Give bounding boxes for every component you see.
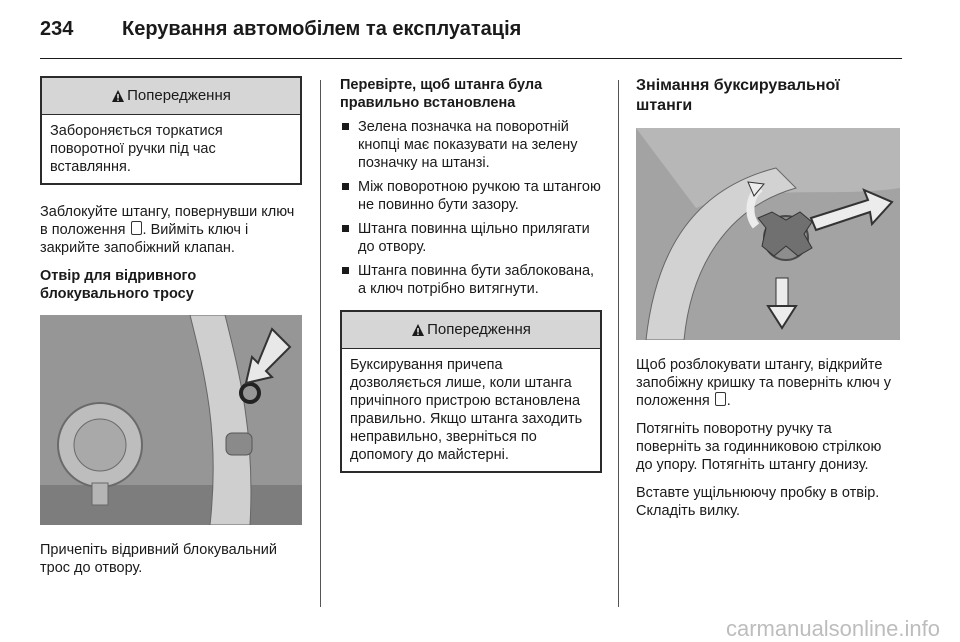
list-item: Штанга повинна щільно прилягати до отвору. (340, 220, 602, 256)
list-item: Штанга повинна бути заблокована, а ключ потрібно витягнути. (340, 262, 602, 298)
warning-text: Забороняється торкатися поворотної ручки під час вставляння. (50, 123, 223, 175)
section-heading: Знімання буксирувальної штанги (636, 77, 840, 114)
column-divider (618, 80, 619, 607)
paragraph: Причепіть відривний блокувальний трос до отвору. (40, 542, 277, 576)
bullet-icon (342, 225, 349, 232)
paragraph: Вставте ущільнюючу пробку в отвір. Складіть вилку. (636, 485, 880, 519)
checklist (340, 118, 602, 298)
key-unlock-position-icon (715, 392, 726, 406)
watermark: carmanualsonline.info (725, 616, 940, 641)
warning-triangle-icon (411, 323, 425, 337)
paragraph: Заблокуйте штангу, повернувши ключ в положення . Вийміть ключ і закрийте запобіжний клапан. (40, 204, 295, 256)
list-item: Між поворотною ручкою та штангою не повинно бути зазору. (340, 178, 602, 214)
warning-header (42, 78, 300, 115)
warning-title: Попередження (127, 87, 231, 104)
bullet-icon (342, 123, 349, 130)
section-subheading: Перевірте, щоб штанга була правильно встановлена (340, 77, 543, 111)
column-2 (340, 76, 602, 491)
warning-box (40, 76, 302, 185)
list-item: Зелена позначка на поворотній кнопці має показувати на зелену позначку на штанзі. (340, 118, 602, 172)
section-subheading: Отвір для відривного блокувального тросу (40, 268, 197, 302)
warning-triangle-icon (111, 89, 125, 103)
warning-text: Буксирування причепа дозволяється лише, коли штанга причіпного пристрою встановлена правильно. Якщо штанга заходить неправильно, зверніться по допомогу до майстерні. (350, 357, 583, 463)
bullet-icon (342, 267, 349, 274)
warning-box (340, 310, 602, 473)
paragraph: Щоб розблокувати штангу, відкрийте запобіжну кришку та поверніть ключ у положення . (636, 357, 892, 409)
tow-bar-cable-eyelet-illustration (40, 315, 302, 525)
warning-header (342, 312, 600, 349)
bullet-icon (342, 183, 349, 190)
warning-title: Попередження (427, 321, 531, 338)
column-divider (320, 80, 321, 607)
tow-bar-removal-illustration (636, 128, 900, 340)
header-rule (40, 58, 902, 59)
column-1 (40, 76, 302, 587)
column-3 (636, 76, 900, 530)
page-title: Керування автомобілем та експлуатація (122, 18, 522, 40)
key-lock-position-icon (131, 221, 142, 235)
paragraph: Потягніть поворотну ручку та поверніть за годинниковою стрілкою до упору. Потягніть штангу донизу. (636, 421, 882, 473)
page-header (40, 18, 521, 41)
page-number: 234 (40, 18, 74, 40)
